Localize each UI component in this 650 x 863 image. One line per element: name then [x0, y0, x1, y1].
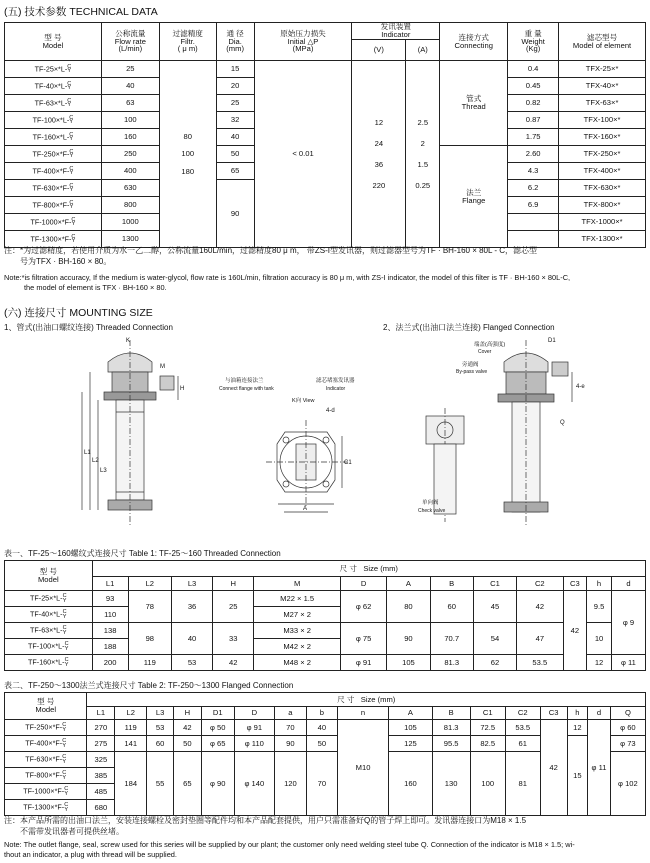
- flow-cell: 25: [101, 61, 159, 78]
- header-amps: (A): [406, 40, 440, 61]
- flow-cell: 40: [101, 78, 159, 95]
- value-cell: 47: [517, 623, 563, 655]
- t2-col-header: L2: [115, 707, 147, 720]
- value-cell: 60: [147, 736, 174, 752]
- model-cell: TF-1000×*F- C Y: [5, 214, 102, 231]
- value-cell: 120: [274, 752, 306, 816]
- variant-cy-mark: C Y: [62, 593, 67, 604]
- value-cell: 61: [505, 736, 540, 752]
- value-cell: φ 50: [201, 720, 234, 736]
- t1-col-header: M: [254, 577, 341, 591]
- volts-cell: 12 24 36 220: [352, 61, 406, 248]
- diameter-cell: 32: [216, 112, 254, 129]
- label-k-left: K: [126, 338, 131, 344]
- model-cell: TF-250×*F- C Y: [5, 146, 102, 163]
- label-l2-left: L2: [92, 458, 99, 464]
- weight-cell: [508, 214, 559, 231]
- diameter-cell: 15: [216, 61, 254, 78]
- t2-header-size: 尺 寸 Size (mm): [87, 693, 646, 707]
- value-cell: 60: [430, 591, 473, 623]
- threaded-filter-drawing: [82, 338, 184, 527]
- value-cell: 33: [213, 623, 254, 655]
- variant-cy-mark: C Y: [69, 131, 74, 142]
- diameter-cell: 25: [216, 95, 254, 112]
- flow-cell: 630: [101, 180, 159, 197]
- value-cell: 141: [115, 736, 147, 752]
- t2-col-header: n: [337, 707, 389, 720]
- value-cell: φ 110: [234, 736, 274, 752]
- variant-cy-mark: C Y: [62, 754, 67, 765]
- element-cell: TFX-40×*: [559, 78, 646, 95]
- value-cell: 42: [540, 720, 567, 816]
- note2-en-line1: Note: The outlet flange, seal, screw used for this series will be supplied by our plant; the customer only need welding steel tube Q. Connection of the indicator is M18 × 1.5; wi-: [4, 839, 575, 849]
- value-cell: 130: [432, 752, 470, 816]
- t2-col-header: d: [588, 707, 611, 720]
- value-cell: 70: [306, 752, 337, 816]
- mounting-drawings: [0, 332, 650, 532]
- value-cell: 12: [567, 720, 588, 736]
- value-cell: 81.3: [432, 720, 470, 736]
- header-weight: 重 量 Weight (Kg): [508, 23, 559, 61]
- value-cell: 81: [505, 752, 540, 816]
- model-cell: TF-25×*L- C Y: [5, 61, 102, 78]
- model-cell: TF-630×*F- C Y: [5, 752, 87, 768]
- value-cell: φ 9: [611, 591, 645, 655]
- value-cell: 485: [87, 784, 115, 800]
- value-cell: 325: [87, 752, 115, 768]
- value-cell: 105: [387, 655, 430, 671]
- weight-cell: 0.87: [508, 112, 559, 129]
- flow-cell: 400: [101, 163, 159, 180]
- variant-cy-mark: C Y: [62, 738, 67, 749]
- value-cell: φ 60: [610, 720, 645, 736]
- model-cell: TF-1000×*F- C Y: [5, 784, 87, 800]
- model-cell: TF-63×*L- C Y: [5, 623, 93, 639]
- variant-cy-mark: C Y: [62, 722, 67, 733]
- element-cell: TFX-63×*: [559, 95, 646, 112]
- label-c1-center: C1: [344, 460, 352, 466]
- variant-cy-mark: C Y: [67, 80, 72, 91]
- value-cell: 42: [517, 591, 563, 623]
- value-cell: 82.5: [470, 736, 505, 752]
- t2-col-header: Q: [610, 707, 645, 720]
- flow-cell: 63: [101, 95, 159, 112]
- header-pressure-loss: 原始压力损失 Initial △P (MPa): [254, 23, 352, 61]
- model-cell: TF-800×*F- C Y: [5, 768, 87, 784]
- label-bypass-cn: 旁通阀: [462, 362, 479, 368]
- amps-cell: 2.5 2 1.5 0.25: [406, 61, 440, 248]
- value-cell: M48 × 2: [254, 655, 341, 671]
- diameter-cell: 50: [216, 146, 254, 163]
- header-element: 滤芯型号 Model of element: [559, 23, 646, 61]
- section-title-mounting-size: (六) 连接尺寸 MOUNTING SIZE: [4, 307, 153, 319]
- subtitle-threaded: 1、管式(出油口螺纹连接) Threaded Connection: [4, 323, 173, 332]
- t2-col-header: b: [306, 707, 337, 720]
- value-cell: 65: [173, 752, 201, 816]
- value-cell: φ 11: [611, 655, 645, 671]
- label-indicator-en: Indicator: [326, 386, 346, 392]
- value-cell: 119: [115, 720, 147, 736]
- t2-col-header: D1: [201, 707, 234, 720]
- table1-title: 表一、TF-25～160螺纹式连接尺寸 Table 1: TF-25～160 Threaded Connection: [4, 549, 281, 558]
- t2-col-header: C2: [505, 707, 540, 720]
- label-flange-en: Connect flange with tank: [219, 386, 274, 392]
- value-cell: M27 × 2: [254, 607, 341, 623]
- value-cell: 98: [128, 623, 171, 655]
- label-indicator-cn: 滤芯堵塞发讯器: [316, 378, 355, 384]
- label-h-left: H: [180, 386, 185, 392]
- value-cell: 15: [567, 736, 588, 816]
- value-cell: 40: [171, 623, 212, 655]
- header-volts: (V): [352, 40, 406, 61]
- model-cell: TF-160×*L- C Y: [5, 655, 93, 671]
- value-cell: 184: [115, 752, 147, 816]
- note-cn-line1: 注：*为过滤精度，若使用介质为水一乙二醇，公称流量160L/min，过滤精度80 μ m， 带ZS-I型发讯器，则过滤器型号为TF · BH-160 × 80L - C，滤芯型: [4, 246, 538, 255]
- model-cell: TF-100×*L- C Y: [5, 639, 93, 655]
- value-cell: φ 65: [201, 736, 234, 752]
- value-cell: 50: [306, 736, 337, 752]
- t1-col-header: C2: [517, 577, 563, 591]
- variant-cy-mark: C Y: [67, 63, 72, 74]
- note2-cn-line2: 不需带发讯器者可提供丝堵。: [20, 826, 124, 836]
- diameter-cell: 40: [216, 129, 254, 146]
- value-cell: 119: [128, 655, 171, 671]
- value-cell: 138: [92, 623, 128, 639]
- model-cell: TF-40×*L- C Y: [5, 78, 102, 95]
- value-cell: φ 62: [340, 591, 386, 623]
- note2-cn-line1: 注：本产品所需的出油口法兰，安装连接螺栓及密封垫圈等配件均和本产品配套提供，用户只需准备好Q的管子焊上即可。发讯器连接口为M18 × 1.5: [4, 816, 527, 825]
- value-cell: M42 × 2: [254, 639, 341, 655]
- value-cell: 9.5: [587, 591, 612, 623]
- t1-col-header: B: [430, 577, 473, 591]
- t1-col-header: L1: [92, 577, 128, 591]
- label-4d: 4-d: [326, 408, 335, 414]
- technical-data-table: [4, 22, 646, 248]
- flow-cell: 1000: [101, 214, 159, 231]
- label-4e: 4-e: [576, 384, 585, 390]
- t1-col-header: D: [340, 577, 386, 591]
- table2-title: 表二、TF-250～1300法兰式连接尺寸 Table 2: TF-250～1300 Flanged Connection: [4, 681, 294, 690]
- variant-cy-mark: C Y: [62, 770, 67, 781]
- value-cell: φ 73: [610, 736, 645, 752]
- flow-cell: 1300: [101, 231, 159, 248]
- pressure-loss-cell: < 0.01: [254, 61, 352, 248]
- weight-cell: 0.4: [508, 61, 559, 78]
- subtitle-flanged: 2、法兰式(出油口法兰连接) Flanged Connection: [383, 323, 555, 332]
- value-cell: 12: [587, 655, 612, 671]
- label-flange-cn: 与油箱连接法兰: [225, 378, 264, 384]
- t2-col-header: L3: [147, 707, 174, 720]
- header-model: 型 号 Model: [5, 23, 102, 61]
- diameter-cell: 20: [216, 78, 254, 95]
- t2-col-header: H: [173, 707, 201, 720]
- label-bypass-en: By-pass valve: [456, 369, 488, 375]
- value-cell: 188: [92, 639, 128, 655]
- weight-cell: 1.75: [508, 129, 559, 146]
- connecting-thread-cell: 管式 Thread: [440, 61, 508, 146]
- variant-cy-mark: C Y: [64, 786, 69, 797]
- t2-col-header: a: [274, 707, 306, 720]
- flanged-filter-drawing: [456, 338, 585, 527]
- value-cell: 110: [92, 607, 128, 623]
- model-cell: TF-160×*L- C Y: [5, 129, 102, 146]
- value-cell: 90: [387, 623, 430, 655]
- value-cell: 160: [389, 752, 432, 816]
- model-cell: TF-1300×*F- C Y: [5, 800, 87, 816]
- t1-col-header: C1: [473, 577, 516, 591]
- value-cell: 10: [587, 623, 612, 655]
- value-cell: 81.3: [430, 655, 473, 671]
- element-cell: TFX-100×*: [559, 112, 646, 129]
- weight-cell: 2.60: [508, 146, 559, 163]
- t1-col-header: A: [387, 577, 430, 591]
- t1-col-header: L2: [128, 577, 171, 591]
- diameter-cell: 90: [216, 180, 254, 248]
- value-cell: φ 102: [610, 752, 645, 816]
- element-cell: TFX-250×*: [559, 146, 646, 163]
- model-cell: TF-100×*L- C Y: [5, 112, 102, 129]
- variant-cy-mark: C Y: [64, 657, 69, 668]
- t2-col-header: B: [432, 707, 470, 720]
- value-cell: 70: [274, 720, 306, 736]
- element-cell: TFX-1300×*: [559, 231, 646, 248]
- t1-header-size: 尺 寸 Size (mm): [92, 561, 645, 577]
- value-cell: 385: [87, 768, 115, 784]
- element-cell: TFX-25×*: [559, 61, 646, 78]
- threaded-dimensions-table: [4, 560, 646, 671]
- t2-col-header: L1: [87, 707, 115, 720]
- value-cell: 93: [92, 591, 128, 607]
- variant-cy-mark: C Y: [64, 641, 69, 652]
- value-cell: φ 11: [588, 720, 611, 816]
- label-cover-cn: 端盖(高强度): [474, 342, 506, 348]
- element-cell: TFX-1000×*: [559, 214, 646, 231]
- connecting-flange-cell: 法兰 Flange: [440, 146, 508, 248]
- section-title-technical-data: (五) 技术参数 TECHNICAL DATA: [4, 6, 158, 18]
- t1-col-header: C3: [563, 577, 587, 591]
- label-check-cn: 单向阀: [422, 500, 439, 506]
- variant-cy-mark: C Y: [62, 609, 67, 620]
- filtration-cell: 80 100 180: [159, 61, 216, 248]
- note-cn-line2: 号为TFX · BH-160 × 80。: [20, 256, 112, 266]
- flow-cell: 800: [101, 197, 159, 214]
- value-cell: 100: [470, 752, 505, 816]
- value-cell: 53.5: [505, 720, 540, 736]
- variant-cy-mark: C Y: [62, 625, 67, 636]
- variant-cy-mark: C Y: [67, 97, 72, 108]
- value-cell: 78: [128, 591, 171, 623]
- variant-cy-mark: C Y: [69, 148, 74, 159]
- value-cell: 125: [389, 736, 432, 752]
- weight-cell: 6.9: [508, 197, 559, 214]
- header-diameter: 通 径 Dia. (mm): [216, 23, 254, 61]
- t1-col-header: d: [611, 577, 645, 591]
- t2-col-header: C3: [540, 707, 567, 720]
- t2-col-header: D: [234, 707, 274, 720]
- value-cell: 270: [87, 720, 115, 736]
- variant-cy-mark: C Y: [69, 165, 74, 176]
- value-cell: 42: [563, 591, 587, 671]
- t2-col-header: h: [567, 707, 588, 720]
- value-cell: 25: [213, 591, 254, 623]
- note2-en-line2: thout an indicator, a plug with thread will be supplied.: [4, 849, 177, 859]
- flanged-side-drawing: [418, 408, 464, 522]
- value-cell: 70.7: [430, 623, 473, 655]
- value-cell: M22 × 1.5: [254, 591, 341, 607]
- label-k-view: K向 View: [292, 398, 315, 404]
- value-cell: M33 × 2: [254, 623, 341, 639]
- label-l1-left: L1: [84, 450, 91, 456]
- value-cell: 53: [171, 655, 212, 671]
- value-cell: 40: [306, 720, 337, 736]
- model-cell: TF-25×*L- C Y: [5, 591, 93, 607]
- variant-cy-mark: C Y: [71, 233, 76, 244]
- value-cell: 42: [213, 655, 254, 671]
- variant-cy-mark: C Y: [69, 182, 74, 193]
- weight-cell: [508, 231, 559, 248]
- variant-cy-mark: C Y: [69, 199, 74, 210]
- table-row: [5, 720, 646, 736]
- flow-cell: 100: [101, 112, 159, 129]
- weight-cell: 0.45: [508, 78, 559, 95]
- flow-cell: 250: [101, 146, 159, 163]
- weight-cell: 0.82: [508, 95, 559, 112]
- value-cell: 80: [387, 591, 430, 623]
- value-cell: φ 140: [234, 752, 274, 816]
- model-cell: TF-63×*L- C Y: [5, 95, 102, 112]
- value-cell: 105: [389, 720, 432, 736]
- label-q: Q: [560, 420, 565, 426]
- t2-header-model: 型 号 Model: [5, 693, 87, 720]
- variant-cy-mark: C Y: [71, 216, 76, 227]
- note-en-line1: Note:*is filtration accuracy, If the medium is water-glycol, flow rate is 160L/min, filtration accuracy is 80 μ m, with ZS-I indicator, the model of this filter is TF · BH-160 × 80L-C,: [4, 272, 571, 282]
- label-a-center: A: [303, 506, 308, 512]
- t1-col-header: H: [213, 577, 254, 591]
- model-cell: TF-40×*L- C Y: [5, 607, 93, 623]
- table-row: [5, 623, 646, 639]
- value-cell: 50: [173, 736, 201, 752]
- label-cover-en: Cover: [478, 349, 492, 355]
- variant-cy-mark: C Y: [64, 802, 69, 813]
- header-connecting: 连接方式 Connecting: [440, 23, 508, 61]
- value-cell: 90: [274, 736, 306, 752]
- model-cell: TF-400×*F- C Y: [5, 736, 87, 752]
- value-cell: M10: [337, 720, 389, 816]
- model-cell: TF-400×*F- C Y: [5, 163, 102, 180]
- table-row: [5, 591, 646, 607]
- element-cell: TFX-160×*: [559, 129, 646, 146]
- value-cell: 72.5: [470, 720, 505, 736]
- label-m-left: M: [160, 364, 165, 370]
- header-flow-rate: 公称流量 Flow rate (L/min): [101, 23, 159, 61]
- diameter-cell: 65: [216, 163, 254, 180]
- value-cell: φ 91: [234, 720, 274, 736]
- value-cell: 45: [473, 591, 516, 623]
- header-filtration: 过滤精度 Filtr. ( μ m): [159, 23, 216, 61]
- t1-col-header: h: [587, 577, 612, 591]
- label-d1: D1: [548, 338, 556, 344]
- model-cell: TF-1300×*F- C Y: [5, 231, 102, 248]
- note-technical: [4, 246, 644, 293]
- t2-col-header: A: [389, 707, 432, 720]
- weight-cell: 4.3: [508, 163, 559, 180]
- model-cell: TF-250×*F- C Y: [5, 720, 87, 736]
- element-cell: TFX-400×*: [559, 163, 646, 180]
- model-cell: TF-630×*F- C Y: [5, 180, 102, 197]
- flanged-dimensions-table: [4, 692, 646, 816]
- value-cell: 95.5: [432, 736, 470, 752]
- header-indicator: 发讯装置 Indicator: [352, 23, 440, 40]
- value-cell: φ 75: [340, 623, 386, 655]
- value-cell: φ 90: [201, 752, 234, 816]
- weight-cell: 6.2: [508, 180, 559, 197]
- value-cell: 275: [87, 736, 115, 752]
- table-row: [5, 655, 646, 671]
- table-row: [5, 61, 646, 78]
- value-cell: 55: [147, 752, 174, 816]
- element-cell: TFX-630×*: [559, 180, 646, 197]
- value-cell: 62: [473, 655, 516, 671]
- note-en-line2: the model of element is TFX · BH-160 × 80.: [24, 282, 167, 292]
- element-cell: TFX-800×*: [559, 197, 646, 214]
- value-cell: 42: [173, 720, 201, 736]
- t1-header-model: 型 号 Model: [5, 561, 93, 591]
- value-cell: 36: [171, 591, 212, 623]
- value-cell: 53.5: [517, 655, 563, 671]
- value-cell: 200: [92, 655, 128, 671]
- value-cell: φ 91: [340, 655, 386, 671]
- label-check-en: Check valve: [418, 508, 446, 514]
- note-flange: [4, 816, 644, 860]
- flow-cell: 160: [101, 129, 159, 146]
- value-cell: 53: [147, 720, 174, 736]
- k-view-drawing: [219, 376, 355, 512]
- model-cell: TF-800×*F- C Y: [5, 197, 102, 214]
- value-cell: 54: [473, 623, 516, 655]
- label-l3-left: L3: [100, 468, 107, 474]
- t2-col-header: C1: [470, 707, 505, 720]
- value-cell: 680: [87, 800, 115, 816]
- t1-col-header: L3: [171, 577, 212, 591]
- variant-cy-mark: C Y: [69, 114, 74, 125]
